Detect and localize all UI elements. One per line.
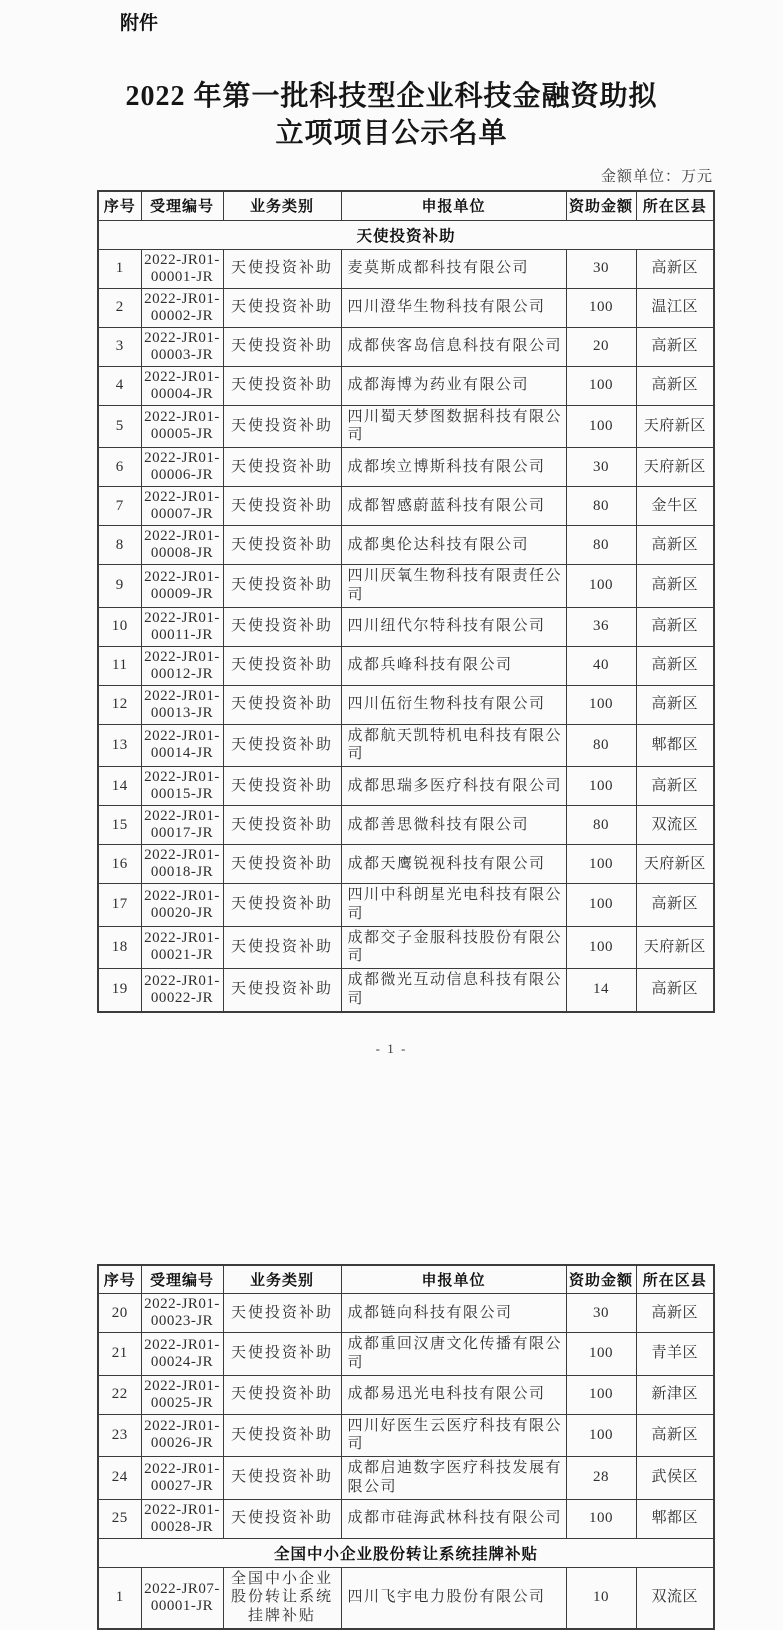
acceptance-code-line2: 00018-JR: [150, 864, 214, 880]
acceptance-code-line1: 2022-JR01-: [144, 648, 220, 665]
cell-acceptance-code: [141, 327, 223, 366]
cell-district: 天府新区: [636, 448, 714, 487]
cell-applicant-company: 成都链向科技有限公司: [341, 1294, 566, 1333]
table-row: [98, 249, 714, 288]
acceptance-code-line1: 2022-JR01-: [144, 251, 220, 268]
section-header-row: [98, 1538, 714, 1567]
cell-subsidy-amount: 100: [566, 685, 636, 724]
table-row: [98, 366, 714, 405]
acceptance-code-line2: 00024-JR: [150, 1353, 214, 1370]
acceptance-code-line1: 2022-JR01-: [144, 930, 220, 947]
cell-serial-number: 1: [98, 1567, 141, 1629]
cell-applicant-company: 成都兵峰科技有限公司: [341, 646, 566, 685]
cell-acceptance-code: [141, 565, 223, 608]
cell-business-category: 天使投资补助: [223, 327, 341, 366]
column-header-company: 申报单位: [341, 191, 566, 220]
cell-applicant-company: 成都思瑞多医疗科技有限公司: [341, 767, 566, 806]
cell-district: 青羊区: [636, 1333, 714, 1376]
acceptance-code-line2: 00022-JR: [150, 989, 214, 1006]
column-header-no: 序号: [98, 1265, 141, 1294]
column-header-district: 所在区县: [636, 1265, 714, 1294]
acceptance-code-line2: 00006-JR: [150, 467, 214, 483]
cell-applicant-company: 四川纽代尔特科技有限公司: [341, 607, 566, 646]
acceptance-code-line2: 00014-JR: [150, 745, 214, 762]
acceptance-code-line1: 2022-JR01-: [144, 1501, 220, 1518]
cell-applicant-company: 四川伍衍生物科技有限公司: [341, 685, 566, 724]
table-header-row: [98, 191, 714, 220]
cell-district: 高新区: [636, 607, 714, 646]
acceptance-code-line1: 2022-JR01-: [144, 290, 220, 307]
acceptance-code-line1: 2022-JR01-: [144, 329, 220, 346]
cell-applicant-company: 成都启迪数字医疗科技发展有限公司: [341, 1457, 566, 1500]
cell-serial-number: 8: [98, 526, 141, 565]
cell-business-category: 天使投资补助: [223, 1499, 341, 1538]
acceptance-code-line2: 00013-JR: [150, 704, 214, 721]
acceptance-code-line1: 2022-JR01-: [144, 568, 220, 585]
cell-acceptance-code: [141, 448, 223, 487]
acceptance-code-line2: 00002-JR: [150, 307, 214, 324]
acceptance-code-line2: 00028-JR: [150, 1518, 214, 1535]
table-row: [98, 607, 714, 646]
cell-district: 高新区: [636, 767, 714, 806]
section-angel: [98, 220, 714, 249]
cell-business-category: 天使投资补助: [223, 646, 341, 685]
cell-applicant-company: 成都善思微科技有限公司: [341, 806, 566, 845]
acceptance-code-line2: 00004-JR: [150, 385, 214, 402]
cell-serial-number: 13: [98, 724, 141, 767]
cell-applicant-company: 成都侠客岛信息科技有限公司: [341, 327, 566, 366]
cell-subsidy-amount: 100: [566, 884, 636, 927]
cell-district: 高新区: [636, 327, 714, 366]
cell-district: 高新区: [636, 969, 714, 1012]
section-header-neeq: 全国中小企业股份转让系统挂牌补贴: [98, 1538, 714, 1567]
cell-district: 高新区: [636, 526, 714, 565]
cell-district: 天府新区: [636, 926, 714, 969]
cell-district: 高新区: [636, 646, 714, 685]
cell-district: 高新区: [636, 366, 714, 405]
cell-serial-number: 10: [98, 607, 141, 646]
acceptance-code-line1: 2022-JR01-: [144, 847, 220, 863]
document-title: [0, 78, 783, 152]
acceptance-code-line2: 00017-JR: [150, 825, 214, 841]
cell-district: 天府新区: [636, 405, 714, 448]
cell-business-category: 天使投资补助: [223, 1457, 341, 1500]
cell-district: 高新区: [636, 685, 714, 724]
table-header-row: [98, 1265, 714, 1294]
cell-serial-number: 2: [98, 288, 141, 327]
cell-district: 新津区: [636, 1375, 714, 1414]
cell-applicant-company: 成都天鹰锐视科技有限公司: [341, 845, 566, 884]
cell-district: 高新区: [636, 1414, 714, 1457]
cell-subsidy-amount: 28: [566, 1457, 636, 1500]
cell-subsidy-amount: 100: [566, 926, 636, 969]
table-row: [98, 565, 714, 608]
acceptance-code-line2: 00009-JR: [150, 585, 214, 602]
table-row: [98, 685, 714, 724]
cell-acceptance-code: [141, 487, 223, 526]
cell-serial-number: 16: [98, 845, 141, 884]
cell-business-category: 天使投资补助: [223, 767, 341, 806]
cell-acceptance-code: [141, 845, 223, 884]
cell-business-category: 天使投资补助: [223, 249, 341, 288]
cell-applicant-company: 成都重回汉唐文化传播有限公司: [341, 1333, 566, 1376]
cell-acceptance-code: [141, 366, 223, 405]
cell-applicant-company: 四川厌氧生物科技有限责任公司: [341, 565, 566, 608]
cell-serial-number: 6: [98, 448, 141, 487]
acceptance-code-line1: 2022-JR07-: [144, 1580, 220, 1597]
cell-serial-number: 19: [98, 969, 141, 1012]
cell-serial-number: 5: [98, 405, 141, 448]
cell-subsidy-amount: 100: [566, 1375, 636, 1414]
cell-district: 天府新区: [636, 845, 714, 884]
acceptance-code-line2: 00011-JR: [151, 626, 213, 643]
cell-acceptance-code: [141, 526, 223, 565]
cell-applicant-company: 成都航天凯特机电科技有限公司: [341, 724, 566, 767]
table-header: [98, 191, 714, 220]
table-row: [98, 1294, 714, 1333]
cell-applicant-company: 四川中科朗星光电科技有限公司: [341, 884, 566, 927]
table-header: [98, 1265, 714, 1294]
cell-applicant-company: 成都交子金服科技股份有限公司: [341, 926, 566, 969]
cell-applicant-company: 成都奥伦达科技有限公司: [341, 526, 566, 565]
acceptance-code-line1: 2022-JR01-: [144, 687, 220, 704]
cell-subsidy-amount: 30: [566, 448, 636, 487]
table-row: [98, 1414, 714, 1457]
table-row: [98, 288, 714, 327]
cell-subsidy-amount: 100: [566, 405, 636, 448]
cell-acceptance-code: [141, 607, 223, 646]
table2-neeq-body: [98, 1567, 714, 1629]
cell-serial-number: 15: [98, 806, 141, 845]
column-header-code: 受理编号: [141, 1265, 223, 1294]
column-header-category: 业务类别: [223, 1265, 341, 1294]
acceptance-code-line2: 00008-JR: [150, 545, 214, 561]
cell-acceptance-code: [141, 724, 223, 767]
acceptance-code-line1: 2022-JR01-: [144, 1296, 220, 1312]
acceptance-code-line2: 00025-JR: [150, 1394, 214, 1411]
cell-applicant-company: 四川飞宇电力股份有限公司: [341, 1567, 566, 1629]
cell-acceptance-code: [141, 1294, 223, 1333]
cell-district: 高新区: [636, 249, 714, 288]
cell-serial-number: 1: [98, 249, 141, 288]
cell-subsidy-amount: 100: [566, 767, 636, 806]
cell-district: 双流区: [636, 1567, 714, 1629]
cell-acceptance-code: [141, 884, 223, 927]
cell-acceptance-code: [141, 1414, 223, 1457]
table-row: [98, 806, 714, 845]
column-header-amount: 资助金额: [566, 1265, 636, 1294]
table-row: [98, 646, 714, 685]
cell-subsidy-amount: 100: [566, 1499, 636, 1538]
acceptance-code-line1: 2022-JR01-: [144, 808, 220, 824]
acceptance-code-line2: 00015-JR: [150, 786, 214, 802]
cell-serial-number: 22: [98, 1375, 141, 1414]
cell-applicant-company: 四川澄华生物科技有限公司: [341, 288, 566, 327]
cell-applicant-company: 成都微光互动信息科技有限公司: [341, 969, 566, 1012]
acceptance-code-line1: 2022-JR01-: [144, 409, 220, 426]
table1-body: [98, 249, 714, 1012]
cell-district: 高新区: [636, 1294, 714, 1333]
cell-serial-number: 20: [98, 1294, 141, 1333]
cell-acceptance-code: [141, 405, 223, 448]
acceptance-code-line1: 2022-JR01-: [144, 972, 220, 989]
cell-subsidy-amount: 80: [566, 724, 636, 767]
table-row: [98, 448, 714, 487]
cell-serial-number: 24: [98, 1457, 141, 1500]
cell-subsidy-amount: 100: [566, 366, 636, 405]
cell-business-category: 天使投资补助: [223, 724, 341, 767]
column-header-company: 申报单位: [341, 1265, 566, 1294]
projects-table-page2: [97, 1264, 715, 1630]
cell-serial-number: 11: [98, 646, 141, 685]
attachment-label: 附件: [120, 13, 159, 34]
cell-subsidy-amount: 14: [566, 969, 636, 1012]
table-row: [98, 845, 714, 884]
acceptance-code-line2: 00027-JR: [150, 1477, 214, 1494]
document-title-line1: 2022 年第一批科技型企业科技金融资助拟: [125, 81, 658, 112]
acceptance-code-line1: 2022-JR01-: [144, 769, 220, 785]
section-header-angel: 天使投资补助: [98, 220, 714, 249]
column-header-no: 序号: [98, 191, 141, 220]
cell-subsidy-amount: 80: [566, 487, 636, 526]
cell-acceptance-code: [141, 969, 223, 1012]
acceptance-code-line1: 2022-JR01-: [144, 528, 220, 544]
cell-serial-number: 14: [98, 767, 141, 806]
cell-subsidy-amount: 36: [566, 607, 636, 646]
cell-applicant-company: 四川蜀天梦图数据科技有限公司: [341, 405, 566, 448]
acceptance-code-line2: 00026-JR: [150, 1435, 214, 1452]
cell-business-category: 天使投资补助: [223, 526, 341, 565]
cell-subsidy-amount: 100: [566, 1414, 636, 1457]
table-row: [98, 767, 714, 806]
cell-serial-number: 18: [98, 926, 141, 969]
cell-business-category: 天使投资补助: [223, 565, 341, 608]
acceptance-code-line1: 2022-JR01-: [144, 1460, 220, 1477]
cell-applicant-company: 成都海博为药业有限公司: [341, 366, 566, 405]
acceptance-code-line1: 2022-JR01-: [144, 450, 220, 466]
cell-acceptance-code: [141, 767, 223, 806]
cell-applicant-company: 成都智感蔚蓝科技有限公司: [341, 487, 566, 526]
cell-business-category: 全国中小企业股份转让系统挂牌补贴: [223, 1567, 341, 1629]
acceptance-code-line2: 00007-JR: [150, 506, 214, 522]
cell-acceptance-code: [141, 685, 223, 724]
amount-unit-note: 金额单位：万元: [600, 169, 713, 185]
acceptance-code-line1: 2022-JR01-: [144, 887, 220, 904]
table-row: [98, 926, 714, 969]
cell-business-category: 天使投资补助: [223, 448, 341, 487]
table-row: [98, 1457, 714, 1500]
acceptance-code-line1: 2022-JR01-: [144, 1336, 220, 1353]
cell-acceptance-code: [141, 1375, 223, 1414]
table-row: [98, 405, 714, 448]
cell-district: 金牛区: [636, 487, 714, 526]
cell-applicant-company: 成都易迅光电科技有限公司: [341, 1375, 566, 1414]
table-row: [98, 884, 714, 927]
cell-subsidy-amount: 10: [566, 1567, 636, 1629]
cell-serial-number: 25: [98, 1499, 141, 1538]
acceptance-code-line1: 2022-JR01-: [144, 1377, 220, 1394]
cell-serial-number: 7: [98, 487, 141, 526]
cell-subsidy-amount: 100: [566, 288, 636, 327]
cell-acceptance-code: [141, 646, 223, 685]
cell-business-category: 天使投资补助: [223, 1294, 341, 1333]
cell-business-category: 天使投资补助: [223, 806, 341, 845]
cell-subsidy-amount: 100: [566, 1333, 636, 1376]
cell-serial-number: 4: [98, 366, 141, 405]
cell-business-category: 天使投资补助: [223, 607, 341, 646]
cell-district: 高新区: [636, 565, 714, 608]
acceptance-code-line1: 2022-JR01-: [144, 489, 220, 505]
cell-serial-number: 17: [98, 884, 141, 927]
cell-serial-number: 21: [98, 1333, 141, 1376]
table2-angel-body: [98, 1294, 714, 1539]
table-row: [98, 1567, 714, 1629]
cell-district: 高新区: [636, 884, 714, 927]
column-header-district: 所在区县: [636, 191, 714, 220]
acceptance-code-line2: 00020-JR: [150, 904, 214, 921]
column-header-category: 业务类别: [223, 191, 341, 220]
cell-business-category: 天使投资补助: [223, 1375, 341, 1414]
acceptance-code-line2: 00001-JR: [150, 1597, 214, 1614]
acceptance-code-line1: 2022-JR01-: [144, 728, 220, 745]
cell-business-category: 天使投资补助: [223, 405, 341, 448]
cell-subsidy-amount: 100: [566, 845, 636, 884]
cell-applicant-company: 成都市硅海武林科技有限公司: [341, 1499, 566, 1538]
cell-serial-number: 23: [98, 1414, 141, 1457]
cell-business-category: 天使投资补助: [223, 487, 341, 526]
cell-serial-number: 3: [98, 327, 141, 366]
table-row: [98, 487, 714, 526]
cell-acceptance-code: [141, 288, 223, 327]
column-header-code: 受理编号: [141, 191, 223, 220]
section-header-row: [98, 220, 714, 249]
page-number: - 1 -: [375, 1040, 408, 1056]
cell-subsidy-amount: 100: [566, 565, 636, 608]
acceptance-code-line1: 2022-JR01-: [144, 368, 220, 385]
acceptance-code-line2: 00001-JR: [150, 268, 214, 285]
cell-applicant-company: 四川好医生云医疗科技有限公司: [341, 1414, 566, 1457]
table-row: [98, 327, 714, 366]
cell-acceptance-code: [141, 806, 223, 845]
column-header-amount: 资助金额: [566, 191, 636, 220]
cell-district: 双流区: [636, 806, 714, 845]
cell-subsidy-amount: 80: [566, 526, 636, 565]
cell-district: 武侯区: [636, 1457, 714, 1500]
cell-applicant-company: 成都埃立博斯科技有限公司: [341, 448, 566, 487]
cell-subsidy-amount: 30: [566, 249, 636, 288]
cell-district: 温江区: [636, 288, 714, 327]
cell-district: 郫都区: [636, 1499, 714, 1538]
cell-serial-number: 12: [98, 685, 141, 724]
acceptance-code-line2: 00003-JR: [150, 346, 214, 363]
cell-business-category: 天使投资补助: [223, 685, 341, 724]
projects-table-page1: [97, 190, 715, 1013]
cell-business-category: 天使投资补助: [223, 1333, 341, 1376]
cell-acceptance-code: [141, 1499, 223, 1538]
acceptance-code-line2: 00012-JR: [150, 665, 214, 682]
document-title-line2: 立项项目公示名单: [275, 118, 508, 149]
cell-business-category: 天使投资补助: [223, 1414, 341, 1457]
acceptance-code-line2: 00005-JR: [150, 426, 214, 443]
table-row: [98, 724, 714, 767]
cell-acceptance-code: [141, 249, 223, 288]
acceptance-code-line1: 2022-JR01-: [144, 609, 220, 626]
cell-subsidy-amount: 20: [566, 327, 636, 366]
acceptance-code-line2: 00021-JR: [150, 947, 214, 964]
cell-business-category: 天使投资补助: [223, 845, 341, 884]
cell-business-category: 天使投资补助: [223, 969, 341, 1012]
cell-business-category: 天使投资补助: [223, 926, 341, 969]
cell-subsidy-amount: 80: [566, 806, 636, 845]
table-row: [98, 969, 714, 1012]
table-row: [98, 1499, 714, 1538]
cell-business-category: 天使投资补助: [223, 366, 341, 405]
cell-acceptance-code: [141, 1333, 223, 1376]
table-row: [98, 526, 714, 565]
cell-acceptance-code: [141, 1457, 223, 1500]
table-row: [98, 1333, 714, 1376]
cell-district: 郫都区: [636, 724, 714, 767]
acceptance-code-line1: 2022-JR01-: [144, 1418, 220, 1435]
section-neeq: [98, 1538, 714, 1567]
cell-subsidy-amount: 30: [566, 1294, 636, 1333]
cell-business-category: 天使投资补助: [223, 288, 341, 327]
cell-applicant-company: 麦莫斯成都科技有限公司: [341, 249, 566, 288]
cell-business-category: 天使投资补助: [223, 884, 341, 927]
cell-serial-number: 9: [98, 565, 141, 608]
cell-subsidy-amount: 40: [566, 646, 636, 685]
table-row: [98, 1375, 714, 1414]
cell-acceptance-code: [141, 926, 223, 969]
cell-acceptance-code: [141, 1567, 223, 1629]
acceptance-code-line2: 00023-JR: [150, 1313, 214, 1329]
